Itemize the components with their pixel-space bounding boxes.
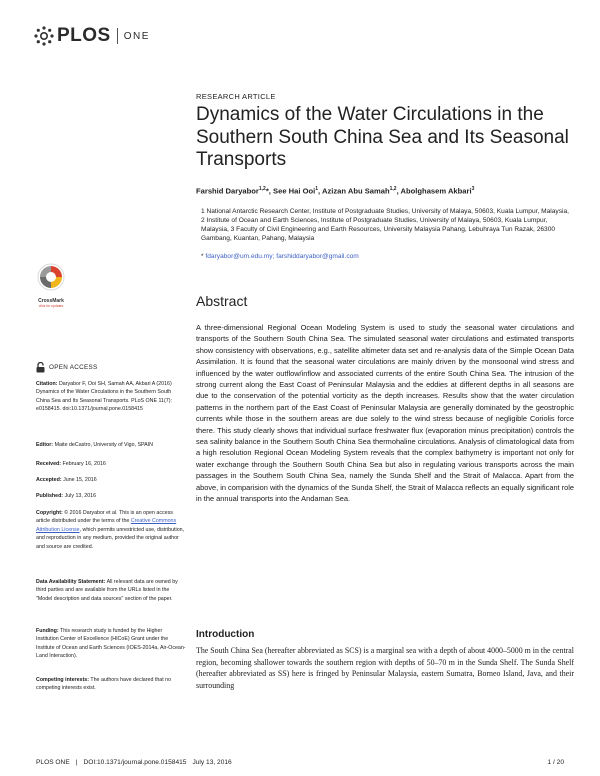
abstract-heading: Abstract: [196, 293, 248, 309]
article-type: RESEARCH ARTICLE: [196, 92, 276, 101]
competing-interests-block: [36, 676, 186, 693]
funding-label: Funding:: [36, 628, 59, 634]
citation-block: [36, 380, 186, 414]
email-asterisk: *: [201, 252, 206, 260]
published-date: July 13, 2016: [64, 493, 97, 499]
data-availability-label: Data Availability Statement:: [36, 579, 106, 585]
abstract-text: A three-dimensional Regional Ocean Modeling System is used to study the seasonal water circulations and transports of the Southern South China Sea. The simulated seasonal water circulations and estimated transports show consistency with observations, e.g., satellite altimeter data set and re-analysis data of the Simple Ocean Data Assimilation. It is found that the seasonal water circulations are mainly driven by the monsoonal wind stress and influenced by the water outflow/inflow and associated currents of the entire South China Sea. The intrusion of the strong current along the East Coast of Peninsular Malaysia and the eddies at different depths in all seasons are due to the conservation of the potential vorticity as the depth increases. Results show that the water circulation patterns in the northern part of the East Coast of Peninsular Malaysia are generally dominated by the geostrophic currents while those in the southern areas are due solely to the wind stress because of negligible Coriolis force there. This study clearly shows that individual surface freshwater flux (evaporation minus precipitation) controls the sea salinity balance in the Southern South China Sea thermohaline circulations. Analysis of climatological data from a high resolution Regional Ocean Modeling System reveals that the complex bathymetry is important not only for water exchange through the Southern South China Sea but also in regulating various transports across the main passages in the Southern South China Sea, namely the Sunda Shelf and the Strait of Malacca. Apart from the above, in comparision with the dynamics of the Sunda Shelf, the Strait of Malacca reflects an equally significant role in the annual transports into the Andaman Sea.: [196, 323, 574, 504]
author-affiliation-mark: 3: [471, 186, 475, 192]
data-availability-block: [36, 578, 186, 603]
editor-text: Maite deCastro, University of Vigo, SPAIN: [54, 442, 153, 448]
plos-dots-icon: [33, 25, 55, 47]
footer-journal: PLOS ONE: [36, 759, 70, 766]
affiliations: 1 National Antarctic Research Center, Institute of Postgraduate Studies, University of Malaya, 50603, Kuala Lumpur, Malaysia, 2 Institute of Ocean and Earth Sciences, Institute of Postgraduate Studies, University of Malaya, 50603, Kuala Lumpur, Malaysia, 3 Faculty of Civil Engineering and Earth Resources, University Malaysia Pahang, Lebuhraya Tun Razak, 26300 Gambang, Kuantan, Pahang, Malaysia: [201, 208, 569, 242]
funding-text: This research study is funded by the Higher Institution Center of Excellence (HICoE) Grant under the Institute of Ocean and Earth Sciences (IOES-2014a, Air-Ocean-Land Interaction).: [36, 628, 186, 660]
citation-label: Citation:: [36, 381, 58, 387]
corresponding-email-line: [201, 253, 573, 260]
author-affiliation-mark: 1,2: [258, 186, 266, 192]
author-separator: ,: [318, 186, 322, 196]
page-footer: [36, 759, 564, 766]
editor-block: [36, 441, 186, 449]
logo-brand: PLOS: [57, 25, 111, 46]
footer-date: July 13, 2016: [192, 759, 232, 766]
logo-divider: [117, 28, 118, 44]
author-list: [196, 186, 576, 196]
corresponding-email-link[interactable]: fdaryabor@um.edu.my; farshiddaryabor@gmail.com: [205, 252, 359, 260]
competing-interests-label: Competing interests:: [36, 677, 89, 683]
footer-citation: [36, 759, 238, 766]
published-label: Published:: [36, 493, 64, 499]
footer-separator: |: [75, 759, 78, 766]
published-block: [36, 492, 186, 500]
competing-interests-text: The authors have declared that no competing interests exist.: [36, 677, 172, 692]
author-affiliation-mark: 1: [315, 186, 319, 192]
crossmark-badge[interactable]: [34, 262, 68, 308]
author-separator: ,: [396, 186, 401, 196]
author-name[interactable]: Farshid Daryabor: [196, 186, 259, 196]
accepted-block: [36, 476, 186, 484]
funding-block: [36, 627, 186, 661]
received-date: February 16, 2016: [62, 461, 106, 467]
author-separator: *,: [265, 186, 274, 196]
introduction-heading: Introduction: [196, 629, 255, 640]
received-label: Received:: [36, 461, 62, 467]
citation-text: Daryabor F, Ooi SH, Samah AA, Akbari A (2016) Dynamics of the Water Circulations in the Southern South China Sea and Its Seasonal Transports. PLoS ONE 11(7): e0158415. doi:10.1371/journal.pone.0158415: [36, 381, 172, 413]
crossmark-sublabel: click for updates: [38, 304, 64, 308]
author-affiliation-mark: 1,2: [389, 186, 397, 192]
open-access-label: OPEN ACCESS: [49, 364, 98, 371]
data-availability-text: All relevant data are owned by third parties and are available from the URLs listed in the "Model description and data sources" section of the paper.: [36, 579, 178, 602]
accepted-date: June 15, 2016: [63, 477, 97, 483]
copyright-label: Copyright:: [36, 510, 63, 516]
license-link[interactable]: Creative Commons Attribution License: [36, 518, 177, 533]
received-block: [36, 460, 186, 468]
copyright-text-end: , which permits unrestricted use, distribution, and reproduction in any medium, provided the original author and source are credited.: [36, 526, 185, 550]
author-name[interactable]: See Hai Ooi: [273, 186, 316, 196]
open-access-badge: [36, 362, 97, 373]
author-name[interactable]: Abolghasem Akbari: [400, 186, 472, 196]
introduction-text: The South China Sea (hereafter abbreviated as SCS) is a marginal sea with a depth of about 4000–5000 m in the central region, becoming shallower towards the southern region with depths of 50–70 m in the Sunda Shelf. The Sunda Shelf (hereafter abbreviated as SS) here is fringed by Peninsular Malaysia, eastern Sumatra, Borneo Island, Java, and their surrounding: [196, 646, 574, 690]
plos-one-logo[interactable]: [33, 24, 150, 48]
page-number: 1 / 20: [547, 759, 564, 766]
open-lock-icon: [36, 362, 45, 373]
accepted-label: Accepted:: [36, 477, 62, 483]
footer-doi[interactable]: DOI:10.1371/journal.pone.0158415: [83, 759, 187, 766]
article-title: Dynamics of the Water Circulations in the Southern South China Sea and Its Seasonal Transports: [196, 104, 569, 170]
copyright-block: [36, 509, 186, 551]
crossmark-label: CrossMark: [38, 298, 64, 304]
logo-journal: ONE: [123, 30, 150, 42]
affiliations-block: [201, 208, 573, 260]
editor-label: Editor:: [36, 442, 54, 448]
author-name[interactable]: Azizan Abu Samah: [321, 186, 390, 196]
crossmark-icon: [36, 262, 66, 292]
copyright-text: © 2016 Daryabor et al. This is an open access article distributed under the terms of the: [36, 510, 173, 525]
